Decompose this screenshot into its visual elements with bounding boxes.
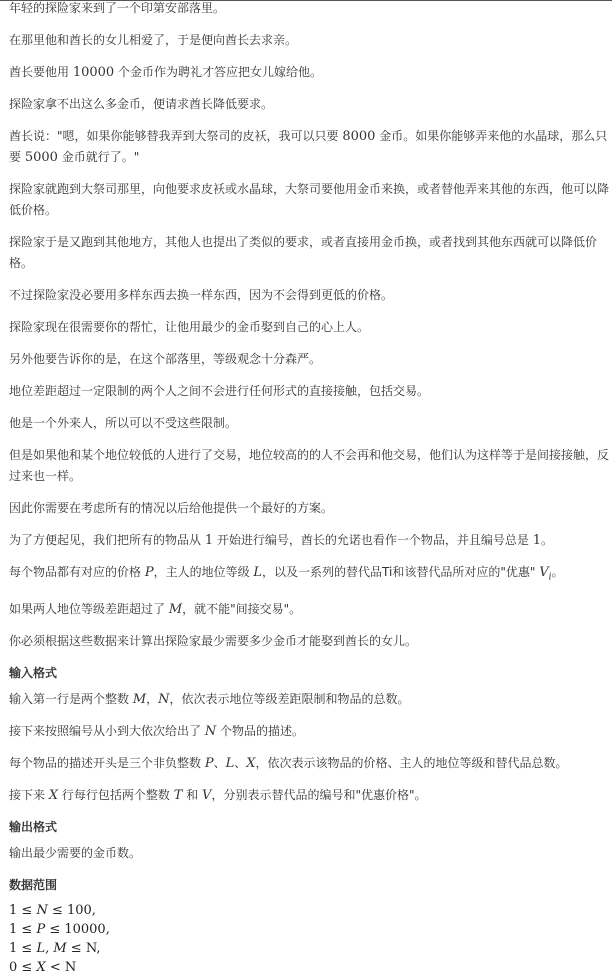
text: 为了方便起见，我们把所有的物品从 xyxy=(9,533,205,547)
constraint-l-m xyxy=(9,939,609,958)
output-format-heading: 输出格式 xyxy=(9,820,58,835)
text: < N xyxy=(45,960,77,976)
var-m: M xyxy=(132,692,147,708)
paragraph-foreigner: 他是一个外来人，所以可以不受这些限制。 xyxy=(9,416,238,430)
text: 。 xyxy=(551,565,564,579)
var-n: N xyxy=(36,903,48,919)
var-n: N xyxy=(158,692,170,708)
paragraph-hierarchy: 另外他要告诉你的是，在这个部落里，等级观念十分森严。 xyxy=(9,352,322,366)
paragraph-limit-m xyxy=(9,599,609,620)
output-line: 输出最少需要的金币数。 xyxy=(9,846,142,861)
text: ≤ 100, xyxy=(47,903,96,919)
text: 1 ≤ xyxy=(9,941,37,957)
input-format-heading: 输入格式 xyxy=(9,666,58,681)
text: 0 ≤ xyxy=(9,960,37,976)
paragraph-request: 探险家拿不出这么多金币，便请求酋长降低要求。 xyxy=(9,97,274,111)
var-x: X xyxy=(36,960,46,976)
text: 如果两人地位等级差距超过了 xyxy=(9,602,169,617)
paragraph-no-multi: 不过探险家没必要用多样东西去换一样东西，因为不会得到更低的价格。 xyxy=(9,288,394,302)
var-v: V xyxy=(539,565,549,580)
var-p: P xyxy=(144,565,154,580)
paragraph-help: 探险家现在很需要你的帮忙，让他用最少的金币娶到自己的心上人。 xyxy=(9,320,370,334)
paragraph-priest: 探险家就跑到大祭司那里，向他要求皮袄或水晶球，大祭司要他用金币来换，或者替他弄来其他的东西，他可以降低价格。 xyxy=(9,182,610,217)
text: ，分别表示替代品的编号和"优惠价格"。 xyxy=(211,788,427,803)
paragraph-others: 探险家于是又跑到其他地方，其他人也提出了类似的要求，或者直接用金币换，或者找到其他东西就可以降低价格。 xyxy=(9,235,598,270)
text: 。 xyxy=(541,533,554,547)
text: 接下来按照编号从小到大依次给出了 xyxy=(9,724,205,739)
input-line-1 xyxy=(9,689,609,710)
paragraph-indirect: 但是如果他和某个地位较低的人进行了交易，地位较高的的人不会再和他交易，他们认为这样等于是间接接触，反过来也一样。 xyxy=(9,448,610,483)
problem-statement xyxy=(9,0,609,977)
text: ，主人的地位等级 xyxy=(153,565,254,579)
var-t: T xyxy=(173,788,183,804)
var-l: L xyxy=(253,565,263,580)
text: 、 xyxy=(234,756,247,771)
number-one: 1 xyxy=(204,533,214,548)
var-v-subscript: i xyxy=(548,572,552,583)
number-10000: 10000 xyxy=(72,65,115,80)
var-v: V xyxy=(202,788,212,804)
text: 和 xyxy=(182,788,203,803)
text: 开始进行编号，酋长的允诺也看作一个物品，并且编号总是 xyxy=(213,533,533,547)
paragraph-item-desc xyxy=(9,562,609,588)
number-one: 1 xyxy=(532,533,542,548)
input-line-2 xyxy=(9,721,609,742)
paragraph-plan: 因此你需要在考虑所有的情况以后给他提供一个最好的方案。 xyxy=(9,501,334,515)
var-x: X xyxy=(48,788,59,804)
paragraph-chief-says: 酋长说："嗯，如果你能够替我弄到大祭司的皮袄，我可以只要 8000 金币。如果你能够弄来他的水晶球，那么只要 5000 金币就行了。" xyxy=(9,129,608,165)
paragraph-numbering xyxy=(9,530,609,551)
text: ≤ N, xyxy=(66,941,101,957)
var-p: P xyxy=(36,922,46,938)
paragraph-dowry: 酋长要他用 10000 个金币作为聘礼才答应把女儿嫁给他。 xyxy=(9,65,323,80)
data-range-heading: 数据范围 xyxy=(9,878,58,893)
constraint-x xyxy=(9,958,609,977)
constraint-p xyxy=(9,920,609,939)
text: 每个物品的描述开头是三个非负整数 xyxy=(9,756,205,771)
constraint-list xyxy=(9,901,609,977)
text: 、 xyxy=(213,756,226,771)
text: ， xyxy=(146,692,159,707)
text: 1 ≤ xyxy=(9,922,37,938)
paragraph-intro: 年轻的探险家来到了一个印第安部落里。 xyxy=(9,1,226,15)
input-line-4 xyxy=(9,785,609,806)
var-l: L xyxy=(225,756,235,772)
text: ，依次表示该物品的价格、主人的地位等级和替代品总数。 xyxy=(255,756,568,771)
constraint-n xyxy=(9,901,609,920)
var-l-m: L, M xyxy=(36,941,67,957)
text: 个物品的描述。 xyxy=(216,724,305,739)
var-x: X xyxy=(246,756,256,772)
text: 行每行包括两个整数 xyxy=(58,788,174,803)
paragraph-limit: 地位差距超过一定限制的两个人之间不会进行任何形式的直接接触，包括交易。 xyxy=(9,384,430,398)
var-m: M xyxy=(168,602,183,618)
var-p: P xyxy=(204,756,214,772)
text: 输入第一行是两个整数 xyxy=(9,692,133,707)
var-n: N xyxy=(204,724,217,740)
text: ≤ 10000, xyxy=(45,922,110,938)
text: 每个物品都有对应的价格 xyxy=(9,565,145,579)
text: ，依次表示地位等级差距限制和物品的总数。 xyxy=(169,692,410,707)
text: ，就不能"间接交易"。 xyxy=(182,602,302,617)
number-5000: 5000 xyxy=(24,150,58,165)
text: 接下来 xyxy=(9,788,49,803)
text: 1 ≤ xyxy=(9,903,37,919)
text: ，以及一系列的替代品Ti和该替代品所对应的"优惠" xyxy=(262,565,540,579)
number-8000: 8000 xyxy=(342,129,376,144)
paragraph-love: 在那里他和酋长的女儿相爱了，于是便向酋长去求亲。 xyxy=(9,33,298,47)
paragraph-task: 你必须根据这些数据来计算出探险家最少需要多少金币才能娶到酋长的女儿。 xyxy=(9,634,418,649)
input-line-3 xyxy=(9,753,609,774)
